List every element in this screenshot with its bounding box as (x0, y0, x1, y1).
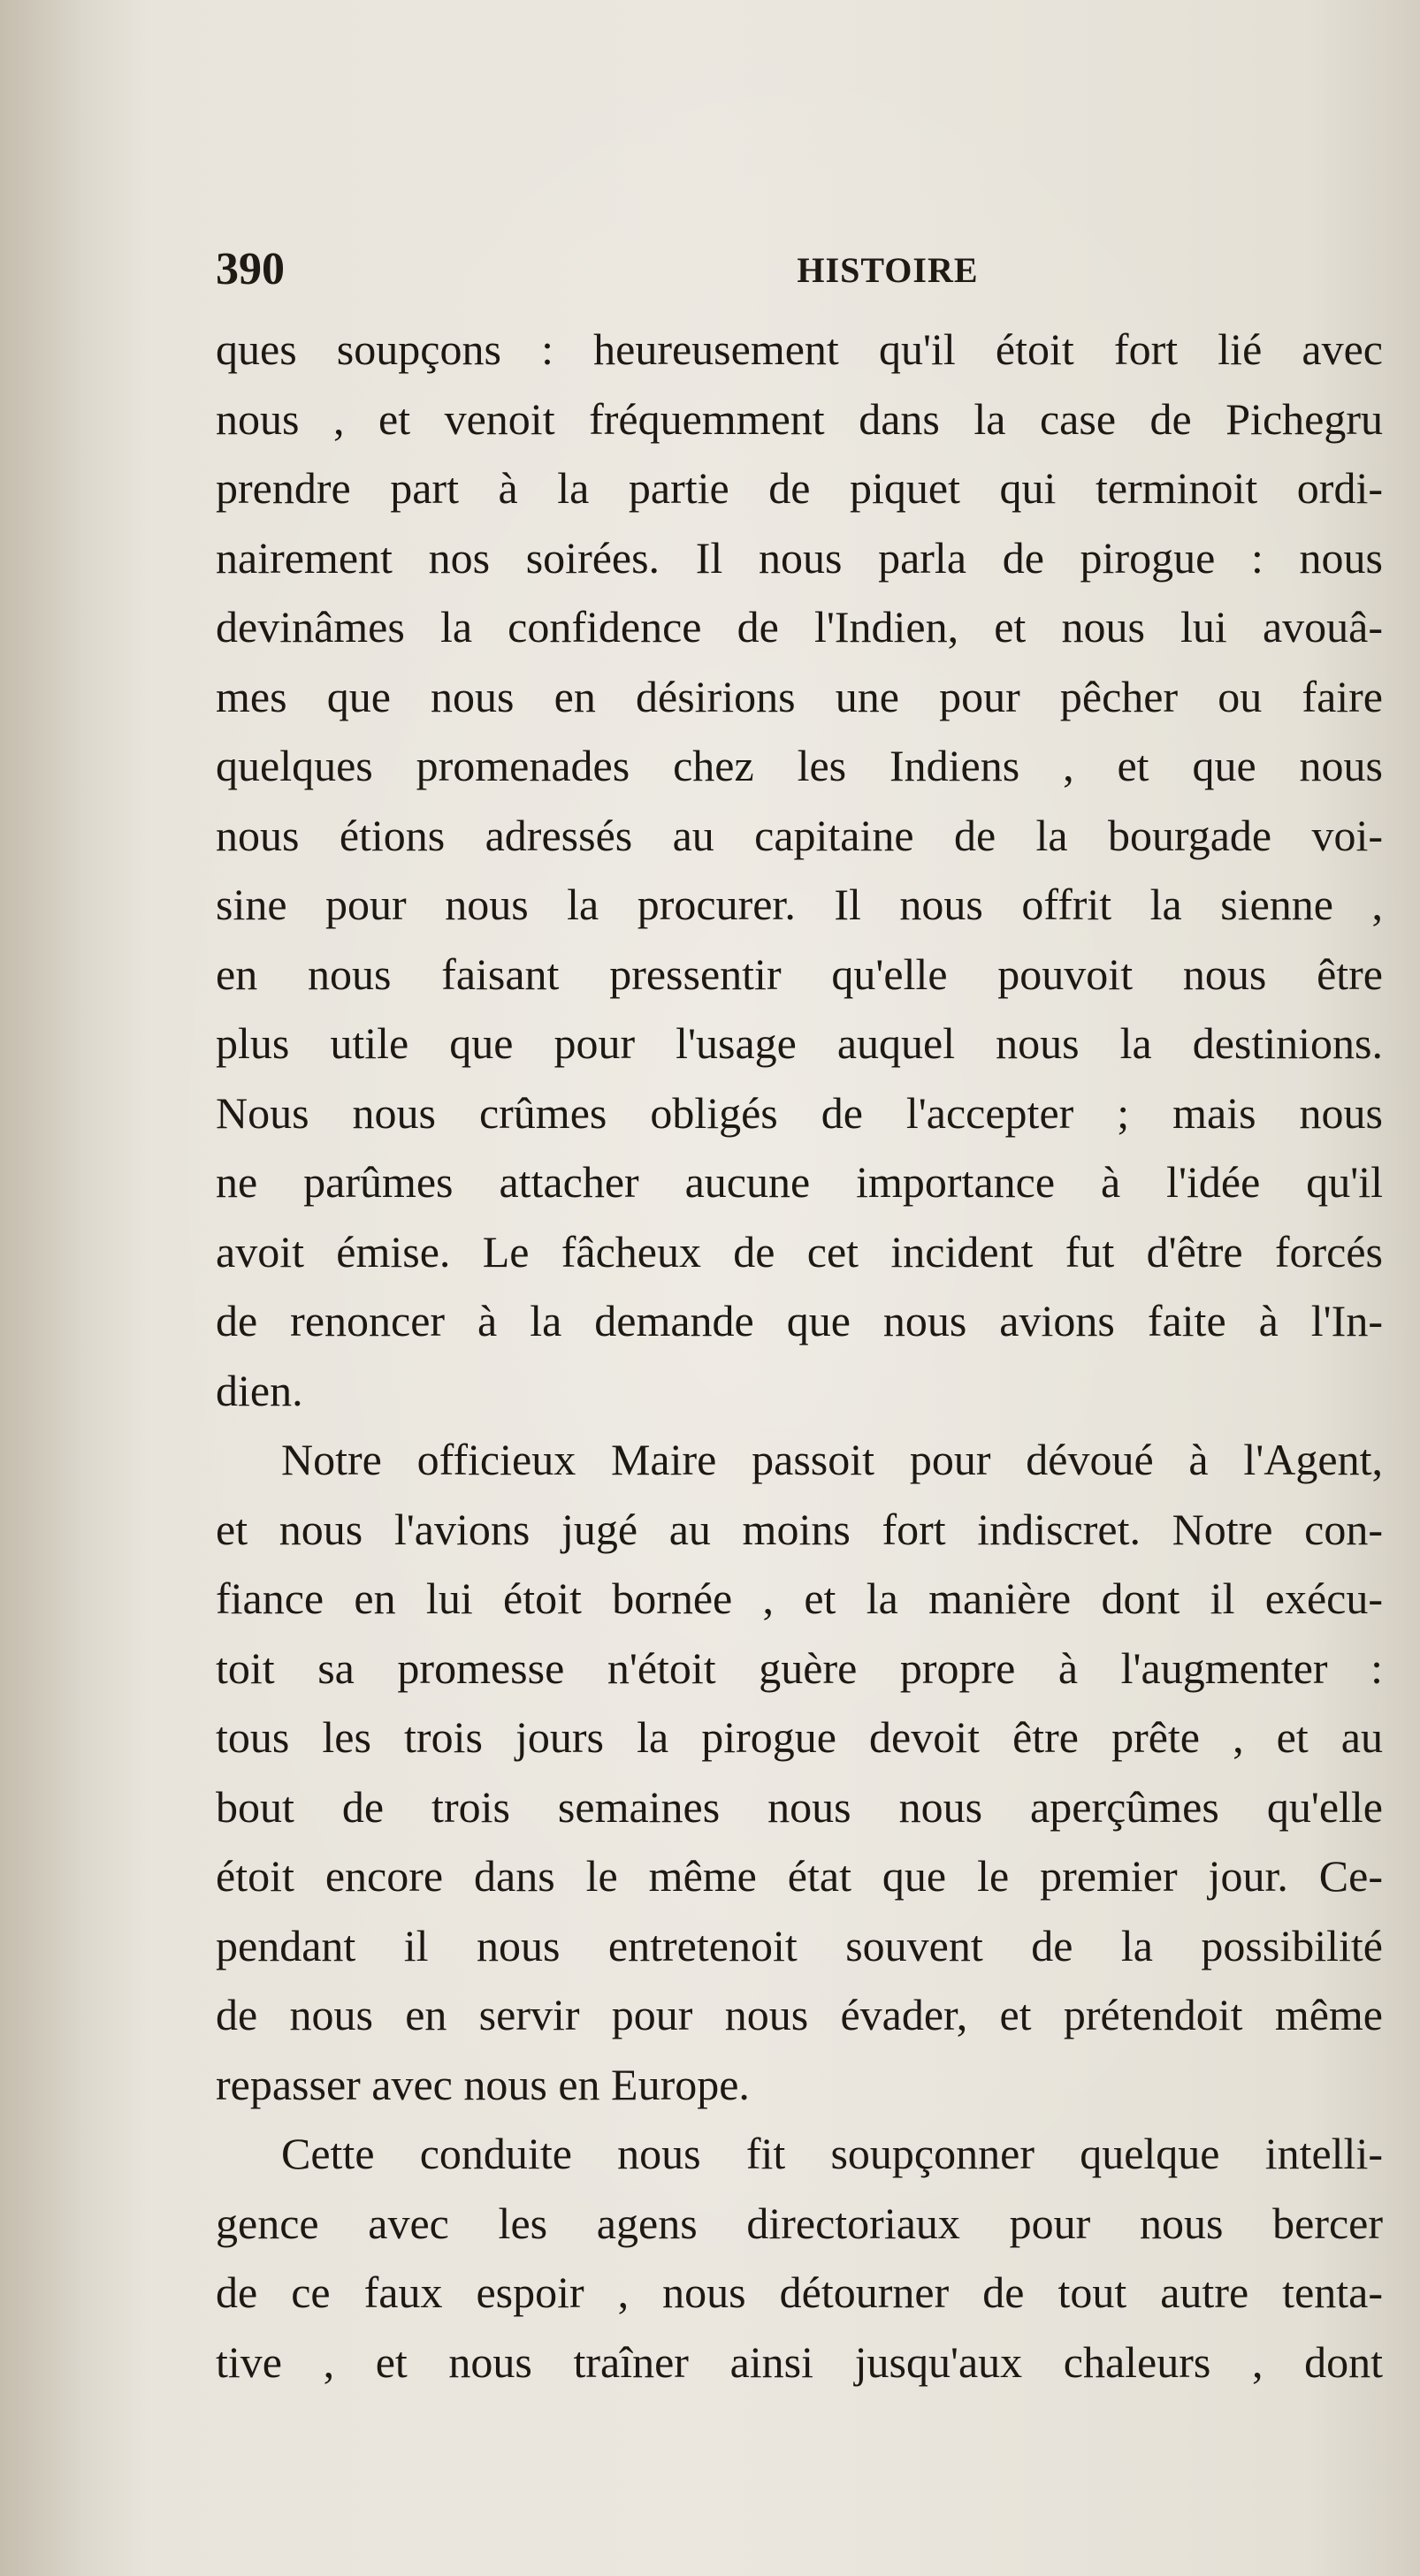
text-line: ques soupçons : heureusement qu'il étoit fort lié avec (216, 324, 1383, 374)
text-line: et nous l'avions jugé au moins fort indiscret. Notre con- (216, 1504, 1383, 1554)
text-line: Notre officieux Maire passoit pour dévoué à l'Agent, (281, 1435, 1383, 1484)
text-line: étoit encore dans le même état que le premier jour. Ce- (216, 1851, 1383, 1901)
text-line: nairement nos soirées. Il nous parla de pirogue : nous (216, 532, 1383, 583)
body-text (216, 315, 1383, 2397)
text-line: gence avec les agens directoriaux pour nous bercer (216, 2198, 1383, 2248)
page-header (216, 239, 1383, 301)
page-number: 390 (216, 244, 285, 294)
text-line: avoit émise. Le fâcheux de cet incident fut d'être forcés (216, 1226, 1383, 1277)
running-title: HISTOIRE (797, 250, 979, 290)
text-line: de nous en servir pour nous évader, et prétendoit même (216, 1990, 1383, 2039)
text-line: quelques promenades chez les Indiens , et que nous (216, 741, 1383, 790)
text-line: repasser avec nous en Europe. (216, 2059, 750, 2109)
text-line: plus utile que pour l'usage auquel nous la destinions. (216, 1018, 1383, 1068)
text-line: pendant il nous entretenoit souvent de la possibilité (216, 1920, 1383, 1970)
text-line: bout de trois semaines nous nous aperçûmes qu'elle (216, 1781, 1383, 1832)
text-line: mes que nous en désirions une pour pêcher ou faire (216, 671, 1383, 721)
text-line: Nous nous crûmes obligés de l'accepter ; mais nous (216, 1087, 1383, 1138)
text-line: prendre part à la partie de piquet qui terminoit ordi- (216, 463, 1383, 513)
text-line: toit sa promesse n'étoit guère propre à l'augmenter : (216, 1642, 1383, 1693)
text-line: fiance en lui étoit bornée , et la manière dont il exécu- (216, 1574, 1383, 1623)
text-line: tive , et nous traîner ainsi jusqu'aux chaleurs , dont (216, 2336, 1383, 2387)
text-line: de renoncer à la demande que nous avions faite à l'In- (216, 1296, 1383, 1345)
text-line: tous les trois jours la pirogue devoit être prête , et au (216, 1712, 1383, 1762)
text-line: de ce faux espoir , nous détourner de tout autre tenta- (216, 2267, 1383, 2317)
text-line: en nous faisant pressentir qu'elle pouvoit nous être (216, 949, 1383, 999)
text-line: sine pour nous la procurer. Il nous offrit la sienne , (216, 880, 1383, 929)
text-line: ne parûmes attacher aucune importance à l'idée qu'il (216, 1157, 1383, 1207)
text-line: dien. (216, 1365, 303, 1415)
text-line: nous étions adressés au capitaine de la bourgade voi- (216, 810, 1383, 860)
text-line: Cette conduite nous fit soupçonner quelque intelli- (281, 2129, 1383, 2178)
page-edge-shading (0, 0, 150, 2576)
text-line: devinâmes la confidence de l'Indien, et nous lui avouâ- (216, 602, 1383, 652)
text-line: nous , et venoit fréquemment dans la case de Pichegru (216, 393, 1383, 444)
